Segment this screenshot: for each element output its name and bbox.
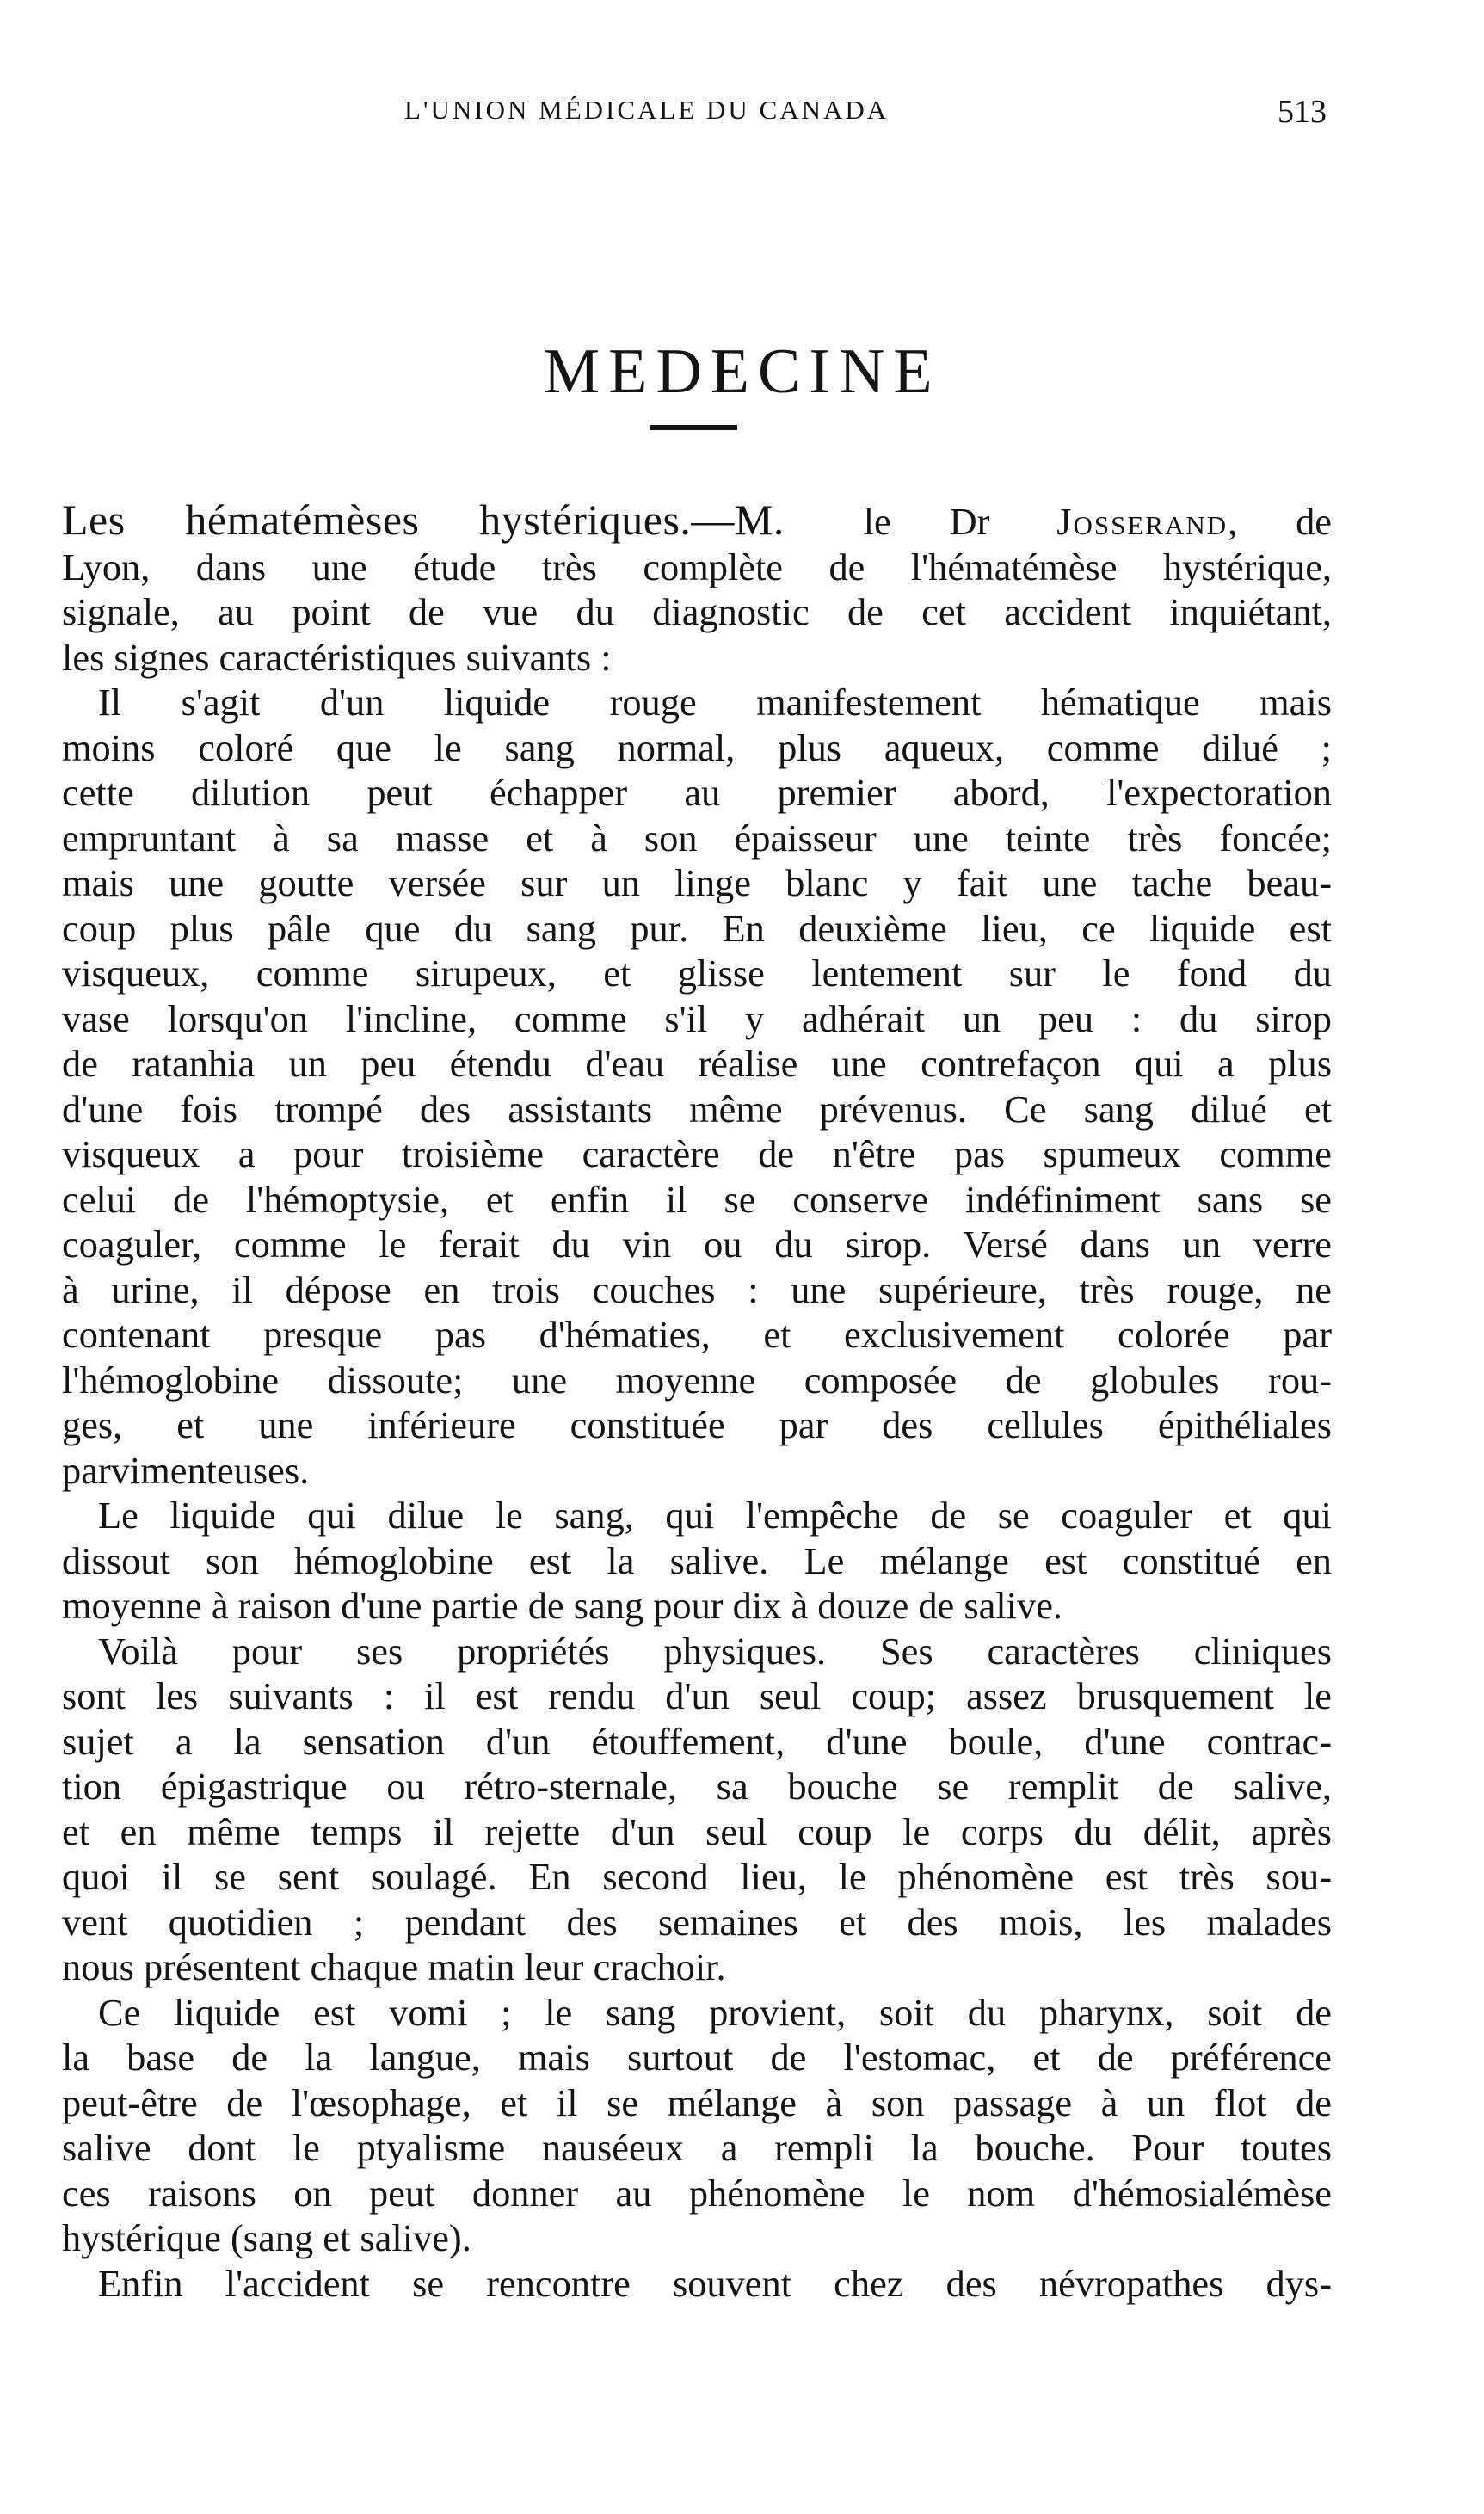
text-line: parvimenteuses. [62, 1448, 310, 1492]
article-heading: Les hématémèses hystériques.—M. [62, 496, 785, 544]
text-line: empruntant à sa masse et à son épaisseur une teinte très foncée; [62, 816, 1332, 860]
text-line: visqueux, comme sirupeux, et glisse lentement sur le fond du [62, 952, 1332, 995]
text-line: sont les suivants : il est rendu d'un seul coup; assez brusquement le [62, 1674, 1332, 1717]
text-line: cette dilution peut échapper au premier abord, l'expectoration [62, 771, 1332, 814]
running-title: L'UNION MÉDICALE DU CANADA [404, 95, 890, 125]
text-line: , de [1228, 500, 1332, 543]
section-title: MEDECINE [543, 336, 941, 407]
text-line: mais une goutte versée sur un linge blanc y fait une tache beau- [62, 861, 1332, 904]
text-line: dissout son hémoglobine est la salive. Le mélange est constitué en [62, 1538, 1332, 1582]
text-line: Il s'agit d'un liquide rouge manifestement hématique mais [98, 681, 1332, 724]
text-line: l'hémoglobine dissoute; une moyenne composée de globules rou- [62, 1358, 1332, 1402]
author-name: Josserand [1056, 500, 1228, 543]
text-line: nous présentent chaque matin leur crachoir. [62, 1945, 726, 1988]
text-line: ces raisons on peut donner au phénomène le nom d'hémosialémèse [62, 2171, 1332, 2215]
text-line: sujet a la sensation d'un étouffement, d'une boule, d'une contrac- [62, 1719, 1332, 1763]
text-line: Voilà pour ses propriétés physiques. Ses caractères cliniques [98, 1629, 1332, 1673]
text-line: celui de l'hémoptysie, et enfin il se conserve indéfiniment sans se [62, 1177, 1332, 1221]
text-line: Ce liquide est vomi ; le sang provient, soit du pharynx, soit de [98, 1990, 1332, 2034]
text-line: visqueux a pour troisième caractère de n'être pas spumeux comme [62, 1132, 1332, 1175]
text-line: les signes caractéristiques suivants : [62, 635, 612, 679]
text-line: peut-être de l'œsophage, et il se mélange à son passage à un flot de [62, 2080, 1332, 2124]
text-line: ges, et une inférieure constituée par des cellules épithéliales [62, 1403, 1332, 1446]
text-line: moyenne à raison d'une partie de sang pour dix à douze de salive. [62, 1584, 1062, 1627]
text-line: salive dont le ptyalisme nauséeux a rempli la bouche. Pour toutes [62, 2126, 1332, 2169]
author-prefix: le Dr [863, 500, 990, 543]
text-line: contenant presque pas d'hématies, et exclusivement colorée par [62, 1313, 1332, 1356]
article-first-line [62, 497, 1332, 545]
text-line: coaguler, comme le ferait du vin ou du sirop. Versé dans un verre [62, 1223, 1332, 1266]
text-line: vase lorsqu'on l'incline, comme s'il y adhérait un peu : du sirop [62, 996, 1332, 1040]
text-line: Enfin l'accident se rencontre souvent chez des névropathes dys- [98, 2261, 1332, 2305]
text-line: Lyon, dans une étude très complète de l'hématémèse hystérique, [62, 545, 1332, 588]
text-line: signale, au point de vue du diagnostic de cet accident inquiétant, [62, 590, 1332, 633]
text-line: Le liquide qui dilue le sang, qui l'empêche de se coaguler et qui [98, 1494, 1332, 1537]
page-number: 513 [1278, 94, 1327, 130]
text-line: vent quotidien ; pendant des semaines et des mois, les malades [62, 1900, 1332, 1944]
section-divider [650, 425, 737, 430]
text-line: à urine, il dépose en trois couches : une supérieure, très rouge, ne [62, 1267, 1332, 1311]
article-body [62, 497, 1332, 2306]
text-line: tion épigastrique ou rétro-sternale, sa bouche se remplit de salive, [62, 1765, 1332, 1808]
text-line: hystérique (sang et salive). [62, 2216, 471, 2259]
text-line: moins coloré que le sang normal, plus aqueux, comme dilué ; [62, 725, 1332, 769]
text-line: quoi il se sent soulagé. En second lieu, le phénomène est très sou- [62, 1855, 1332, 1898]
text-line: la base de la langue, mais surtout de l'estomac, et de préférence [62, 2036, 1332, 2079]
text-line: et en même temps il rejette d'un seul coup le corps du délit, après [62, 1809, 1332, 1853]
text-line: de ratanhia un peu étendu d'eau réalise une contrefaçon qui a plus [62, 1042, 1332, 1085]
text-line: coup plus pâle que du sang pur. En deuxième lieu, ce liquide est [62, 906, 1332, 950]
text-line: d'une fois trompé des assistants même prévenus. Ce sang dilué et [62, 1087, 1332, 1131]
